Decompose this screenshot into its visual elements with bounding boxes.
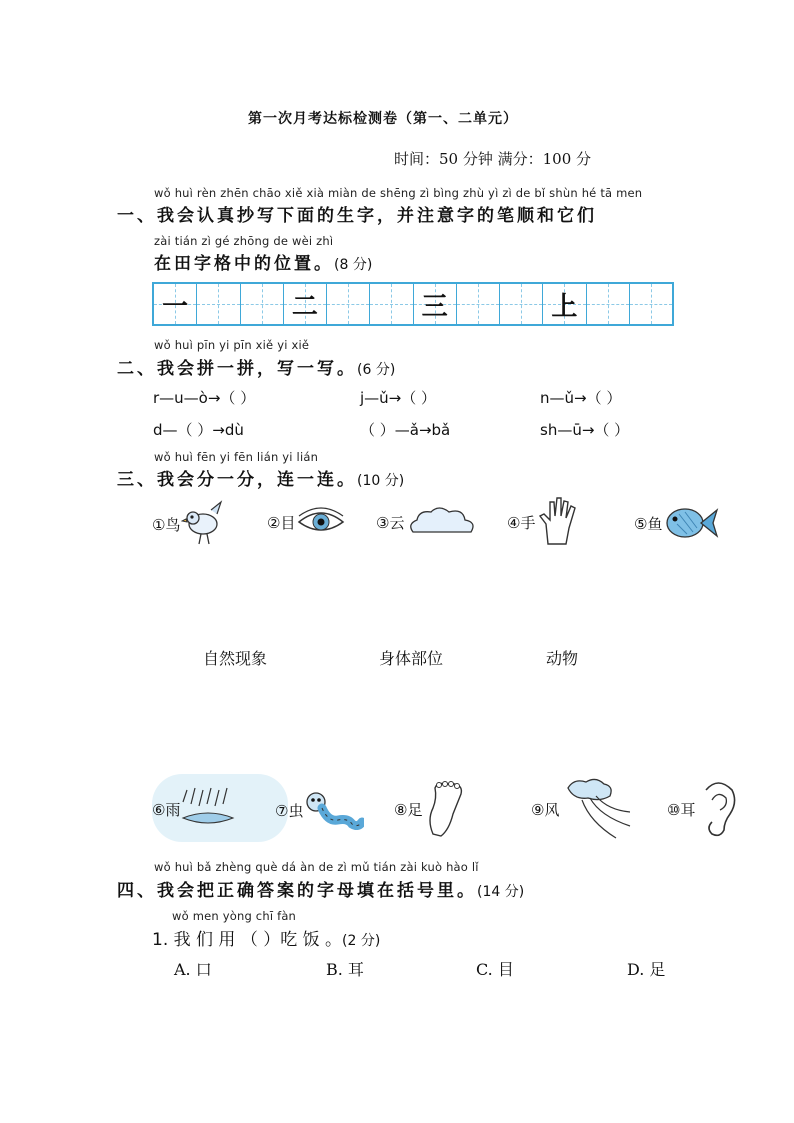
rain-icon: [181, 786, 235, 832]
item-foot[interactable]: [394, 780, 467, 838]
q3-pinyin: wǒ huì fēn yi fēn lián yi lián: [154, 450, 319, 464]
item-hand[interactable]: [507, 496, 580, 548]
item-label: ②目: [267, 513, 296, 532]
item-fish[interactable]: [634, 502, 719, 544]
grid-cell[interactable]: [457, 284, 500, 324]
item-label: ④手: [507, 513, 536, 532]
item-cloud[interactable]: [376, 504, 479, 540]
grid-cell[interactable]: [154, 284, 197, 324]
grid-cell[interactable]: [370, 284, 413, 324]
item-label: ③云: [376, 513, 405, 532]
q4-sub1-points: (2 分): [342, 933, 381, 949]
q2-question-text: 二、我会拼一拼，写一写。: [117, 359, 357, 379]
q3-points: (10 分): [357, 473, 405, 489]
category-body[interactable]: 身体部位: [379, 649, 444, 668]
grid-cell[interactable]: [500, 284, 543, 324]
grid-cell[interactable]: [284, 284, 327, 324]
q4-pinyin: wǒ huì bǎ zhèng què dá àn de zì mǔ tián zài kuò hào lǐ: [154, 860, 479, 874]
item-label: ⑧足: [394, 800, 423, 819]
item-label: ⑦虫: [275, 801, 304, 820]
q2-pinyin: wǒ huì pīn yi pīn xiě yi xiě: [154, 338, 310, 352]
hand-icon: [536, 496, 580, 548]
q2-question: [117, 354, 395, 379]
cloud-icon: [405, 504, 479, 540]
option-c[interactable]: C. 目: [476, 960, 514, 979]
grid-cell[interactable]: [241, 284, 284, 324]
item-rain[interactable]: [152, 786, 235, 832]
fish-icon: [663, 502, 719, 544]
q4-points: (14 分): [477, 884, 525, 900]
q1-question-text: 在田字格中的位置。: [154, 254, 334, 274]
grid-char: 三: [421, 291, 448, 322]
worm-icon: [304, 790, 364, 830]
q4-question-text: 四、我会把正确答案的字母填在括号里。: [117, 881, 477, 901]
item-eye[interactable]: [267, 504, 346, 540]
q2-item-1[interactable]: r—u—ò→（ ）: [153, 389, 256, 407]
wind-icon: [560, 776, 632, 842]
q1-pinyin-line2: zài tián zì gé zhōng de wèi zhì: [154, 234, 334, 248]
item-worm[interactable]: [275, 790, 364, 830]
option-a[interactable]: A. 口: [174, 960, 212, 979]
item-label: ⑥雨: [152, 800, 181, 819]
q3-question-text: 三、我会分一分，连一连。: [117, 470, 357, 490]
q4-sub1-pinyin: wǒ men yòng chī fàn: [172, 909, 297, 923]
grid-char: 一: [162, 291, 189, 322]
grid-cell[interactable]: [587, 284, 630, 324]
item-label: ⑩耳: [667, 800, 696, 819]
item-ear[interactable]: [667, 780, 740, 838]
tianzige-grid: [152, 282, 674, 326]
item-label: ⑨风: [531, 800, 560, 819]
q2-item-2[interactable]: j—ǔ→（ ）: [360, 389, 437, 407]
option-b[interactable]: B. 耳: [326, 960, 364, 979]
q1-question-line2: [154, 249, 372, 274]
ear-icon: [696, 780, 740, 838]
option-d[interactable]: D. 足: [627, 960, 666, 979]
grid-char: 二: [291, 291, 318, 322]
q2-item-5[interactable]: （ ）—ǎ→bǎ: [360, 421, 451, 439]
grid-cell[interactable]: [630, 284, 672, 324]
q3-question: [117, 465, 404, 490]
grid-char: 上: [551, 291, 578, 322]
foot-icon: [423, 780, 467, 838]
item-bird[interactable]: [152, 500, 227, 548]
q4-sub1-question: [152, 925, 380, 950]
q1-points: (8 分): [334, 257, 373, 273]
eye-icon: [296, 504, 346, 540]
q4-sub1-text[interactable]: 1. 我 们 用 （ ）吃 饭 。: [152, 930, 343, 950]
grid-cell[interactable]: [543, 284, 586, 324]
q4-question: [117, 876, 524, 901]
q2-item-4[interactable]: d—（ ）→dù: [153, 421, 244, 439]
q1-question-line1: 一、我会认真抄写下面的生字，并注意字的笔顺和它们: [117, 206, 597, 226]
category-nature[interactable]: 自然现象: [203, 649, 268, 668]
category-animal[interactable]: 动物: [546, 649, 579, 668]
grid-cell[interactable]: [327, 284, 370, 324]
grid-cell[interactable]: [414, 284, 457, 324]
q1-pinyin-line1: wǒ huì rèn zhēn chāo xiě xià miàn de shēng zì bìng zhù yì zì de bǐ shùn hé tā men: [154, 186, 643, 200]
q2-item-3[interactable]: n—ǔ→（ ）: [540, 389, 622, 407]
item-wind[interactable]: [531, 776, 632, 842]
item-label: ⑤鱼: [634, 514, 663, 533]
q2-points: (6 分): [357, 362, 396, 378]
grid-cell[interactable]: [197, 284, 240, 324]
page-title: 第一次月考达标检测卷（第一、二单元）: [248, 111, 518, 127]
bird-icon: [181, 500, 227, 548]
item-label: ①鸟: [152, 515, 181, 534]
time-info: 时间：50 分钟 满分：100 分: [394, 150, 592, 168]
q2-item-6[interactable]: sh—ū→（ ）: [540, 421, 630, 439]
